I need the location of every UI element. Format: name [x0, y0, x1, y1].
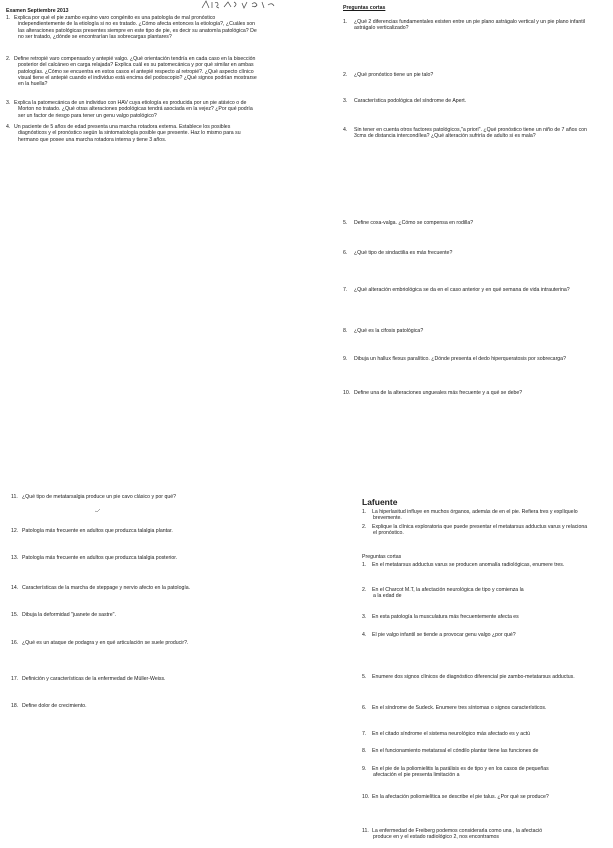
short-question-11: 11. ¿Qué tipo de metatarsalgia produce un pie cavo clásico y por qué?: [11, 494, 176, 500]
exam-title: Examen Septiembre 2013: [6, 8, 69, 14]
lafuente-short-question-4: 4. El pie valgo infantil se tiende a provocar genu valgo ¿por qué?: [362, 632, 516, 638]
long-question-1: 1. Explica por qué el pie zambo equino varo congénito es una patología de mal pronóstico independientemente de la etiología si no es tratado. ¿Cómo afecta entonces la etiología?, ¿Cuáles son las alteraciones patológicas presentes siempre en este tipo de pie, es decir su anatomía patológica? De no ser tratado, ¿dónde se encontrarían las sobrecargas plantares?: [6, 15, 257, 40]
short-question-4: 4. Sin tener en cuenta otros factores patológicos,"a priori". ¿Qué pronóstico tiene un niño de 7 años con 3cms de distancia intercondílea? ¿Qué alteración sufriría de adulto si es mala?: [343, 127, 587, 140]
short-question-10: 10. Define una de la alteraciones ungueales más frecuente y a qué se debe?: [343, 390, 523, 396]
lafuente-short-question-8: 8. En el funcionamiento metatarsal el cóndilo plantar tiene las funciones de: [362, 748, 539, 754]
handwritten-scribble: [200, 0, 280, 11]
lafuente-short-question-5: 5. Enumere dos signos clínicos de diagnóstico diferencial pie zambo-metatarsus adductus.: [362, 674, 575, 680]
short-question-14: 14. Características de la marcha de steppage y nervio afecto en la patología.: [11, 585, 191, 591]
short-question-9: 9. Dibuja un hallux flexus paralítico. ¿Dónde presenta el dedo hiperqueratosis por sobrecarga?: [343, 356, 566, 362]
short-question-15: 15. Dibuja la deformidad "juanete de sastre".: [11, 612, 116, 618]
short-question-3: 3. Característica podológica del síndrome de Apert.: [343, 98, 467, 104]
lafuente-short-question-10: 10. En la afectación poliomielítica se describe el pie talus. ¿Por qué se produce?: [362, 794, 549, 800]
lafuente-short-question-9: 9. En el pie de la poliomielitis la parálisis es de tipo y en los casos de pequeñas afectación el pie presenta limitación a: [362, 766, 549, 779]
lafuente-short-question-1: 1. En el metatarsus adductus varus se producen anomalía radiológicas, enumere tres.: [362, 562, 565, 568]
exam-page-1: [0, 0, 306, 424]
long-question-3: 3. Explica la patomecánica de un individuo con HAV cuya etiología es producida por un pie atávico o de Morton no tratado. ¿Qué otras alteraciones podológicas tendrá asociada en la vejez? ¿Por qué podría ser un factor de riesgo para tener un genu valgo patológico?: [6, 100, 253, 119]
short-question-6: 6. ¿Qué tipo de sindactilia es más frecuente?: [343, 250, 453, 256]
lafuente-short-heading: Preguntas cortas: [362, 554, 402, 560]
lafuente-short-question-6: 6. En el síndrome de Sudeck. Enumere tres síntomas o signos característicos.: [362, 705, 547, 711]
lafuente-short-question-11: 11. La enfermedad de Freiberg podemos considerarla como una , la afectació produce en y el estado radiológico 2, nos encontramos: [362, 828, 543, 841]
short-question-2: 2. ¿Qué pronóstico tiene un pie talo?: [343, 72, 434, 78]
exam-page-4: [306, 424, 613, 848]
short-question-1: 1. ¿Qué 2 diferencias fundamentales existen entre un pie plano astrágalo vertical y un pie plano infantil astrágalo verticalizado?: [343, 19, 585, 32]
pen-mark: [95, 508, 100, 511]
short-question-7: 7. ¿Qué alteración embriológica se da en el caso anterior y en qué semana de vida intrauterina?: [343, 287, 570, 293]
long-question-4: 4. Un paciente de 5 años de edad presenta una marcha rotadora externa. Establece los posibles diagnósticos y el pronóstico según la sintomatología posible que presente. Haz lo mismo para su hermano que posee una marcha rotadora interna y tiene 3 años.: [6, 124, 241, 143]
short-question-17: 17. Definición y características de la enfermedad de Müller-Weiss.: [11, 676, 166, 682]
lafuente-long-question-2: 2. Explique la clínica exploratoria que puede presentar el metatarsus adductus varus y relaciona el pronóstico.: [362, 524, 588, 537]
short-question-16: 16. ¿Qué es un ataque de podagra y en qué articulación se suele producir?.: [11, 640, 189, 646]
lafuente-long-question-1: 1. La hiperlaxitud influye en muchos órganos, además de en el pie. Refiera tres y explíquelo brevemente.: [362, 509, 578, 522]
short-question-13: 13. Patología más frecuente en adultos que produzca talalgia posterior.: [11, 555, 178, 561]
short-question-12: 12. Patología más frecuente en adultos que produzca talalgia plantar.: [11, 528, 173, 534]
lafuente-short-question-2: 2. En el Charcot M.T, la afectación neurológica de tipo y comienza la a la edad de: [362, 587, 524, 600]
exam-page-3: [0, 424, 306, 848]
short-question-5: 5. Define coxa-valga. ¿Cómo se compensa en rodilla?: [343, 220, 474, 226]
exam-page-2: [306, 0, 613, 424]
short-question-8: 8. ¿Qué es la cifosis patológica?: [343, 328, 424, 334]
lafuente-short-question-7: 7. En el citado síndrome el sistema neurológico más afectado es y actú: [362, 731, 531, 737]
short-question-18: 18. Define dolor de crecimiento.: [11, 703, 87, 709]
lafuente-heading: Lafuente: [362, 497, 398, 507]
short-questions-heading: Preguntas cortas: [343, 5, 386, 11]
lafuente-short-question-3: 3. En esta patología la musculatura más frecuentemente afecta es: [362, 614, 519, 620]
long-question-2: 2. Define retropié varo compensado y antepié valgo. ¿Qué orientación tendría en cada caso en la bisección posterior del calcáneo en carga relajada? Explica cuál es su patomecánica y por qué similar en ambas patologías. ¿Cómo se encuentra en estos casos el antepié respecto al retropié?. ¿Qué aspecto clínico visual tiene el antepié cuando el individuo está encima del podoscopio? ¿Qué signos podrían mostrarse en la huella?: [6, 56, 257, 88]
